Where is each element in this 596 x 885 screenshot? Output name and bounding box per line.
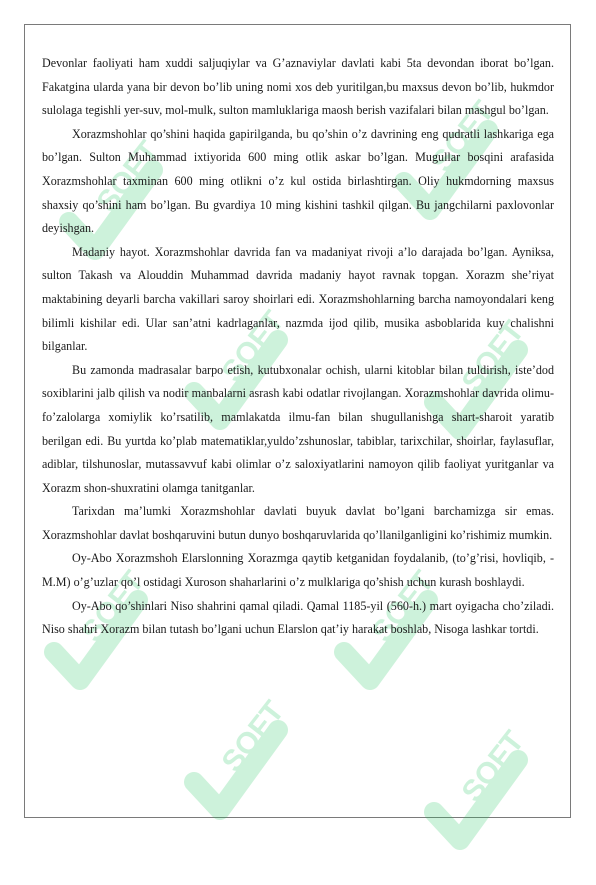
svg-text:SOFT: SOFT <box>215 694 291 779</box>
svg-text:SOFT: SOFT <box>215 304 291 389</box>
paragraph-4: Bu zamonda madrasalar barpo etish, kutubxonalar ochish, ularni kitoblar bilan tuldirish, iste’dod soxiblarini jalb qilish va nodir manbalarni asrash kabi odatlar rivojlangan. Xorazmshohlar davrida olimu-fo’zalolarga xomiylik ko’rsatilib, mamlakatda ilmu-fan bilan shugullanishga shart-sharoit yaratib berilgan edi. Bu yurtda ko’plab matematiklar,yuldo’zshunoslar, tabiblar, tarixchilar, shoirlar, faylasuflar, adiblar, tilshunoslar, mutassavvuf kabi olimlar o’z saloxiyatlarini namoyon qilib faoliyat yuritganlar va Xorazm shon-shuxratini olamga tanitganlar. <box>42 362 554 495</box>
svg-text:SOFT: SOFT <box>425 94 501 179</box>
paragraph-2: Xorazmshohlar qo’shini haqida gapirilganda, bu qo’shin o’z davrining eng qudratli lashkariga ega bo’lgan. Sulton Muhammad ixtiyorida 600 ming otlik askar bo’lgan. Mugullar bosqini arafasida Xorazmshohlar taxminan 600 ming otlikni o’z kul ostida birlashtirgan. Oliy hukmdorning maxsus shaxsiy qo’shini ham bo’lgan. Bu gvardiya 10 ming kishini tashkil qilgan. Bu jangchilarni paxlovonlar deyishgan. <box>42 126 554 236</box>
svg-text:SOFT: SOFT <box>75 564 151 649</box>
paragraph-1: Devonlar faoliyati ham xuddi saljuqiylar va G’aznaviylar davlati kabi 5ta devondan iborat bo’lgan. Fakatgina ularda yana bir devon bo’lib uning nomi xos deb yuritilgan,bu maxsus devon bo’lib, hukmdor sulolaga tegishli yer-suv, mol-mulk, sulton mamluklariga maosh berish vazifalari bilan mashgul bo’lgan. <box>42 56 554 118</box>
svg-text:SOFT: SOFT <box>90 134 166 219</box>
paragraph-5: Tarixdan ma’lumki Xorazmshohlar davlati buyuk davlat bo’lgani barchamizga sir emas. Xorazmshohlar davlat boshqaruvini butun dunyo boshqaruvlarida qo’llanilganligini ko’rishimiz mumkin. <box>42 504 554 542</box>
paragraph-6: Oy-Abo Xorazmshoh Elarslonning Xorazmga qaytib ketganidan foydalanib, (to’g’risi, hovliqib, - M.M) o’g’uzlar qo’l ostidagi Xuroson shaharlarini o’z mulklariga qo’shish uchun kurash boshlaydi. <box>42 551 554 590</box>
paragraph-3: Madaniy hayot. Xorazmshohlar davrida fan va madaniyat rivoji a’lo darajada bo’lgan. Ayniksa, sulton Takash va Alouddin Muhammad davrida madaniy hayot ravnak topgan. Xorazm she’riyat maktabining deyarli barcha vakillari saroy shoirlari edi. Xorazmshohlarning barcha namoyondalari keng bilimli kishilar edi. Ular san’atni kadrlaganlar, nazmda ijod qilib, musika asboblarida kuy chalishni bilganlar. <box>42 244 554 354</box>
svg-text:SOFT: SOFT <box>455 724 531 809</box>
document-body <box>42 52 554 642</box>
svg-text:SOFT: SOFT <box>455 314 531 399</box>
paragraph-7: Oy-Abo qo’shinlari Niso shahrini qamal qiladi. Qamal 1185-yil (560-h.) mart oyigacha cho’ziladi. Niso shahri Xorazm bilan tutash bo’lgani uchun Elarslon qat’iy harakat boshlab, Nisoga lashkar tortdi. <box>42 598 554 637</box>
svg-text:SOFT: SOFT <box>365 564 441 649</box>
